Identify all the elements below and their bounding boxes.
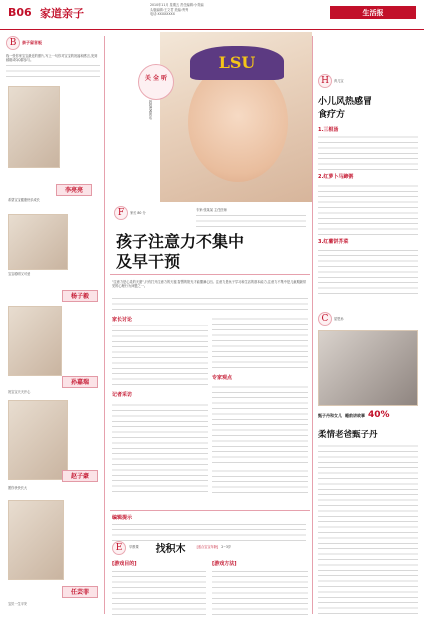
lede-text: "注意力是心灵的天窗",只有打开注意力的天窗,智慧的阳光才能撒满心田。注意力是孩子学习和生活的基本能力,注意力不集中是儿童期最常见的心理行为问题之一。 [112, 280, 307, 289]
story-text [318, 444, 418, 614]
center-rule [110, 510, 310, 511]
cover-note: 妈妈爸爸的话 [148, 100, 152, 120]
issue-meta: 2010年11月 星期五 责任编辑:小青编 头版编辑:王文君 美编:秀秀 电话:XXXXXXXX [150, 3, 204, 17]
board-title: 亲子留言板 [22, 40, 42, 46]
caption-4: 赵子豪 [62, 470, 98, 482]
baby-photo-1 [8, 86, 60, 168]
baby-photo-5 [8, 500, 64, 580]
remedy-title: 小儿风热感冒 食疗方 [318, 97, 373, 120]
caption-note-3: 祝宝宝天天开心 [8, 390, 31, 394]
editor-tip: 编辑提示 [112, 514, 306, 541]
photo-caption: 甄子丹和女儿 睡前讲故事 40% [318, 410, 390, 420]
caption-note-1: 希望宝宝健康快乐成长 [8, 198, 40, 202]
focus-meta: 专家:张某某 主任医师 [196, 208, 227, 212]
remedy-list: 1.三根汤 2.红萝卜马蹄粥 3.红薯饼芥菜 [318, 126, 418, 294]
story-title: 柔情老爸甄子丹 [318, 430, 378, 440]
section-badge: B [6, 36, 20, 50]
column-divider-left [104, 36, 105, 614]
baby-face [188, 62, 288, 182]
caption-2: 杨子毅 [62, 290, 98, 302]
caption-note-2: 宝宝聪明又可爱 [8, 272, 31, 276]
section-title: 家道亲子 [40, 7, 84, 20]
page-header [0, 0, 424, 30]
caption-note-5: 宝贝一生平安 [8, 602, 28, 606]
baby-photo-4 [8, 400, 68, 480]
baby-photo-2 [8, 214, 68, 270]
lede-block [112, 294, 308, 310]
cover-badge: 关 全 听 [138, 64, 174, 100]
left-column [6, 36, 100, 77]
lsu-cap: LSU [190, 46, 284, 80]
caption-3: 孙嘉瑞 [62, 376, 98, 388]
expert-column: 专家观点 [212, 316, 308, 493]
caption-1: 李亮亮 [56, 184, 92, 196]
cases-column: 家长讨论 记者采访 [112, 316, 208, 492]
board-intro: 线一张你家宝宝最近的照片,写上一句你对宝宝的祝福和感言,发到邮箱或QQ群参与。 [6, 54, 98, 63]
hero-photo [160, 32, 312, 202]
celebrity-label: C 星恩孙 [318, 312, 418, 326]
newspaper-logo: 生活报 [330, 6, 416, 19]
celebrity-photo [318, 330, 418, 406]
game-purpose: [游戏目的] [112, 560, 206, 615]
baby-photo-3 [8, 306, 62, 376]
focus-meta-block [196, 213, 306, 227]
game-method: [游戏方法] [212, 560, 308, 615]
page-number: B06 [8, 6, 32, 19]
parenting-label: H 育儿宝 [318, 74, 418, 88]
caption-note-4: 愿你快快长大 [8, 486, 28, 490]
caption-5: 任芸菲 [62, 586, 98, 598]
headline-rule [110, 274, 310, 275]
focus-label: F 家长 80 分 [114, 206, 194, 220]
intro-text-block [6, 65, 100, 77]
game-header: E 早教课 找积木 [适合宝宝年龄] 2~3岁 [112, 540, 310, 555]
headline: 孩子注意力不集中 及早干预 [116, 232, 245, 271]
column-divider-right [312, 36, 313, 614]
